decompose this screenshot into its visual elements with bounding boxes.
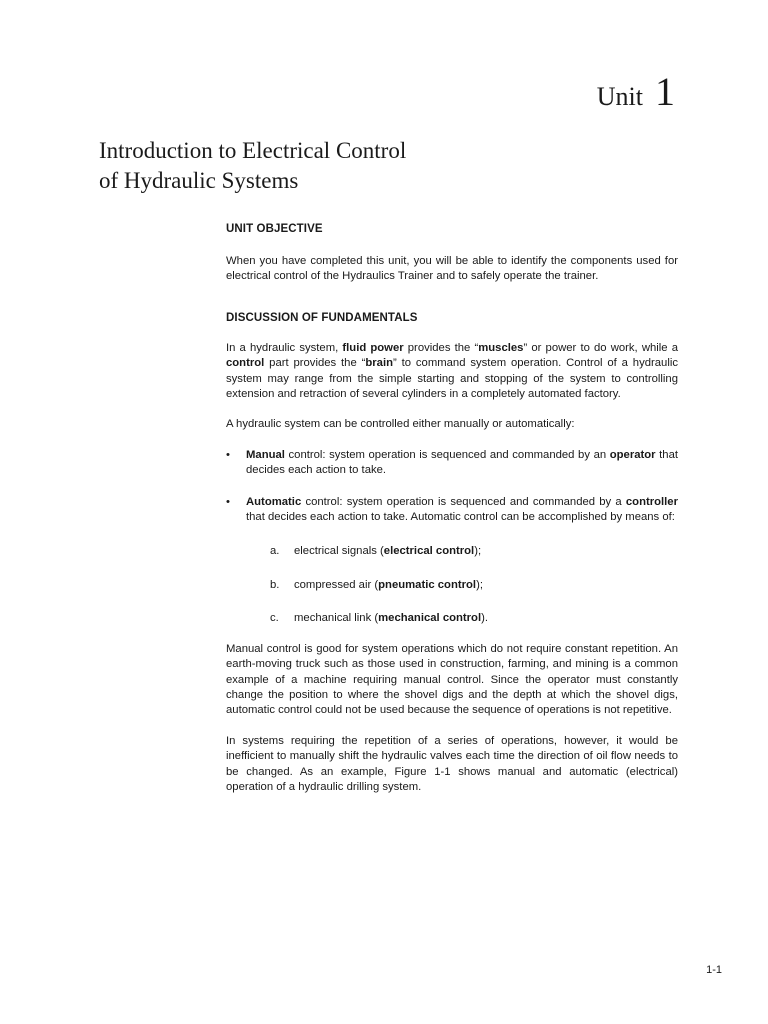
term-pneumatic-control: pneumatic control bbox=[378, 578, 477, 591]
unit-number: 1 bbox=[655, 69, 675, 114]
unit-heading bbox=[597, 68, 675, 115]
text-run: ” or power to do work, while a bbox=[523, 341, 678, 354]
unit-label: Unit bbox=[596, 82, 643, 111]
bullet-icon: • bbox=[226, 495, 230, 508]
text-run: control: system operation is sequenced and commanded by a bbox=[301, 495, 626, 508]
control-types-list bbox=[226, 448, 678, 627]
unit-objective-text: When you have completed this unit, you will be able to identify the components used for electrical control of the Hydraulics Trainer and to safely operate the trainer. bbox=[226, 255, 678, 283]
text-run: compressed air ( bbox=[294, 578, 379, 591]
discussion-paragraph-3: Manual control is good for system operations which do not require constant repetition. An earth-moving truck such as those used in construction, farming, and mining is a common example of a machine requiring manual control. Since the operator must constantly change the position to where the shovel digs and the depth at which the shovel digs, automatic control could not be used because the sequence of operations is not repetitive. bbox=[226, 642, 678, 717]
text-run: electrical signals ( bbox=[294, 545, 384, 558]
term-operator: operator bbox=[609, 448, 656, 461]
text-run: mechanical link ( bbox=[294, 612, 379, 625]
sub-item-letter: a. bbox=[270, 545, 280, 558]
sub-item-mechanical bbox=[246, 611, 678, 626]
unit-objective-heading: UNIT OBJECTIVE bbox=[226, 223, 323, 235]
page-title bbox=[99, 136, 659, 196]
text-run: control: system operation is sequenced and commanded by an bbox=[284, 448, 610, 461]
sub-item-electrical bbox=[246, 544, 678, 559]
text-run: that decides each action to take. bbox=[246, 448, 678, 477]
sub-item-letter: b. bbox=[270, 578, 280, 591]
term-manual: Manual bbox=[246, 448, 285, 461]
discussion-heading: DISCUSSION OF FUNDAMENTALS bbox=[226, 311, 418, 324]
main-content bbox=[226, 222, 678, 795]
text-run: part provides the “ bbox=[264, 357, 366, 370]
discussion-paragraph-2: A hydraulic system can be controlled either manually or automatically: bbox=[226, 418, 575, 431]
text-run: ). bbox=[481, 612, 489, 625]
discussion-paragraph-1 bbox=[226, 341, 678, 403]
list-item-automatic bbox=[226, 495, 678, 627]
term-mechanical-control: mechanical control bbox=[378, 612, 482, 625]
text-run: provides the “ bbox=[403, 341, 479, 354]
page-title-line-2: of Hydraulic Systems bbox=[99, 168, 299, 193]
term-muscles: muscles bbox=[478, 341, 524, 354]
term-electrical-control: electrical control bbox=[383, 545, 475, 558]
text-run: ); bbox=[476, 578, 483, 591]
bullet-icon: • bbox=[226, 448, 230, 461]
term-brain: brain bbox=[365, 357, 393, 370]
text-run: ); bbox=[474, 545, 482, 558]
sub-item-pneumatic bbox=[246, 578, 678, 593]
text-run: ” to command system operation. Control of a hydraulic system may range from the simple starting and stopping of the system to controlling extension and retraction of several cylinders in a completely automated factory. bbox=[226, 357, 679, 401]
discussion-paragraph-4: In systems requiring the repetition of a series of operations, however, it would be inefficient to manually shift the hydraulic valves each time the direction of oil flow needs to be changed. As an example, Figure 1-1 shows manual and automatic (electrical) operation of a hydraulic drilling system. bbox=[226, 734, 678, 793]
sub-item-letter: c. bbox=[270, 612, 279, 625]
term-automatic: Automatic bbox=[246, 495, 302, 508]
page-number: 1-1 bbox=[706, 964, 722, 976]
text-run: In a hydraulic system, bbox=[226, 341, 343, 354]
text-run: that decides each action to take. Automatic control can be accomplished by means of: bbox=[246, 511, 675, 524]
automatic-means-list bbox=[246, 544, 678, 626]
term-controller: controller bbox=[625, 495, 678, 508]
term-control: control bbox=[226, 357, 265, 370]
term-fluid-power: fluid power bbox=[342, 341, 404, 354]
list-item-manual bbox=[226, 448, 678, 479]
page-title-line-1: Introduction to Electrical Control bbox=[99, 138, 407, 163]
